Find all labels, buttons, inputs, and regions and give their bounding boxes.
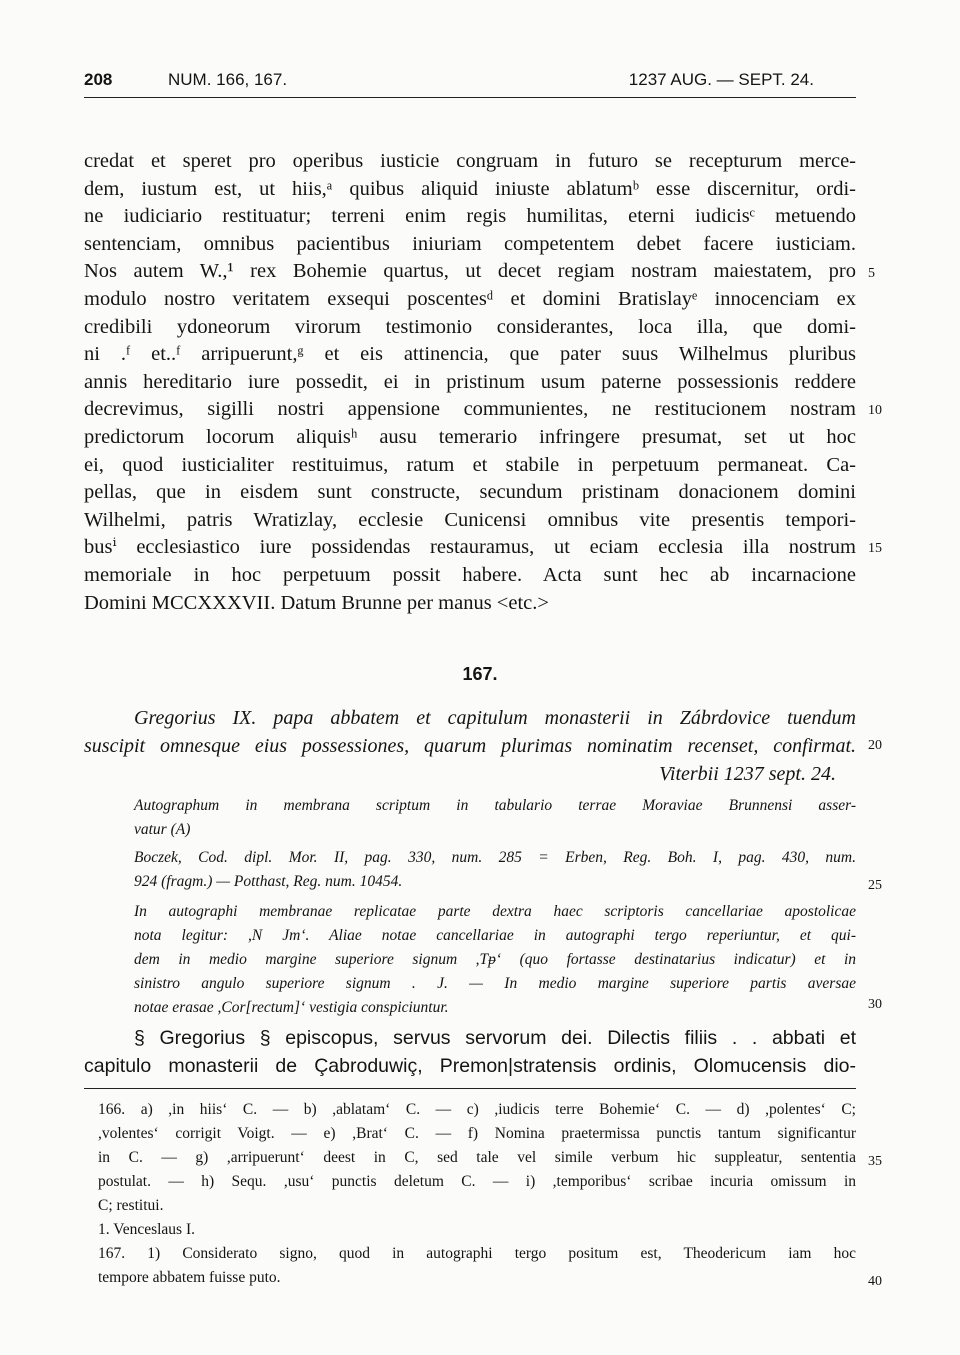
text-line: ei, quod iusticialiter restituimus, ratum et stabile in perpetuum permaneat. Ca-: [84, 453, 856, 476]
note-line: Boczek, Cod. dipl. Mor. II, pag. 330, num. 285 = Erben, Reg. Boh. I, pag. 430, num.: [134, 849, 856, 866]
text-line: credat et speret pro operibus iusticie congruam in futuro se recepturum merce-: [84, 150, 856, 172]
line-number: 35: [868, 1154, 882, 1169]
note-line: Autographum in membrana scriptum in tabulario terrae Moraviae Brunnensi asser-: [134, 797, 856, 814]
note-line: notae erasae ,Cor[rectum]‘ vestigia conspiciuntur.: [134, 999, 449, 1016]
line-number: 30: [868, 997, 882, 1012]
note-line: 924 (fragm.) — Potthast, Reg. num. 10454.: [134, 873, 403, 890]
line-number: 20: [868, 738, 882, 753]
note-line: dem in medio margine superiore signum ,Tᵽ‘ (quo fortasse destinatarius indicatur) et in: [134, 951, 856, 968]
note-line: vatur (A): [134, 821, 191, 838]
footnote-rule: [84, 1088, 856, 1089]
text-line: ne iudiciario restituatur; terreni enim regis humilitas, eterni iudicisᶜ metuendo: [84, 205, 856, 228]
text-line: memoriale in hoc perpetuum possit habere. Acta sunt hec ab incarnacione: [84, 563, 856, 586]
text-line: Nos autem W.,¹ rex Bohemie quartus, ut decet regiam nostram maiestatem, pro: [84, 260, 856, 283]
text-line: § Gregorius § episcopus, servus servorum dei. Dilectis filiis . . abbati et: [134, 1027, 856, 1049]
text-line: Wilhelmi, patris Wratizlay, ecclesie Cunicensi omnibus vite presentis tempori-: [84, 508, 856, 531]
date-range: 1237 AUG. — SEPT. 24.: [628, 70, 814, 89]
text-line: capitulo monasterii de Çabroduwiç, Premon|stratensis ordinis, Olomucensis dio-: [84, 1055, 856, 1077]
line-number: 25: [868, 878, 882, 893]
edition-notes: [134, 846, 856, 894]
text-line: predictorum locorum aliquisʰ ausu temerario infringere presumat, set ut hoc: [84, 425, 856, 448]
footnote-line: 167. 1) Considerato signo, quod in autographi tergo positum est, Theodericum iam hoc: [98, 1245, 856, 1262]
chancery-notes: [134, 900, 856, 1020]
note-line: sinistro angulo superiore signum . J. — In medio margine superiore partis aversae: [134, 975, 856, 992]
text-line: dem, iustum est, ut hiis,ᵃ quibus aliquid iniuste ablatumᵇ esse discernitur, ordi-: [84, 177, 856, 200]
source-notes: [134, 794, 856, 842]
document-167-text: [84, 1024, 856, 1080]
line-number: 15: [868, 541, 882, 556]
running-header: [84, 70, 856, 100]
footnote-line: tempore abbatem fuisse puto.: [98, 1269, 281, 1286]
line-number: 5: [868, 266, 875, 281]
text-line: annis hereditario iure possedit, ei in pristinum usum paterne possessionis reddere: [84, 370, 856, 393]
footnote-line: 1. Venceslaus I.: [98, 1221, 195, 1238]
footnote-line: postulat. — h) Sequ. ,usu‘ punctis deletum C. — i) ,temporibus‘ scribae incuria omissum in: [98, 1173, 856, 1190]
note-line: nota legitur: ,N Jm‘. Aliae notae cancellariae in autographi tergo reperiuntur, et qui-: [134, 927, 856, 944]
text-line: sentenciam, omnibus pacientibus iniuriam competentem debet facere iusticiam.: [84, 232, 856, 255]
line-number: 10: [868, 403, 882, 418]
text-line: decrevimus, sigilli nostri appensione communientes, ne restitucionem nostram: [84, 398, 856, 421]
footnotes: [98, 1098, 856, 1290]
text-line: Domini MCCXXXVII. Datum Brunne per manus <etc.>: [84, 591, 549, 614]
note-line: In autographi membranae replicatae parte dextra haec scriptoris cancellariae apostolicae: [134, 903, 856, 920]
footnote-line: 166. a) ,in hiis‘ C. — b) ,ablatam‘ C. — c) ,iudicis terre Bohemie‘ C. — d) ,polentes‘ C;: [98, 1101, 856, 1118]
footnote-line: in C. — g) ,arripuerunt‘ deest in C, sed tale vel simile verbum hic suppleatur, sententia: [98, 1149, 856, 1166]
regest: [84, 704, 856, 788]
document-numbers: NUM. 166, 167.: [168, 70, 288, 89]
footnote-line: ,volentes‘ corrigit Voigt. — e) ,Brat‘ C. — f) Nomina praetermissa punctis tantum significantur: [98, 1125, 856, 1142]
header-rule: [84, 97, 856, 98]
regest-line: suscipit omnesque eius possessiones, quarum plurimas nominatim recenset, confirmat.: [84, 735, 856, 757]
text-line: credibili ydoneorum virorum testimonio considerantes, loca illa, que domi-: [84, 315, 856, 338]
text-line: modulo nostro veritatem exsequi poscentesᵈ et domini Bratislayᵉ innocenciam ex: [84, 287, 856, 310]
document-166-text: [84, 148, 856, 617]
line-number: 40: [868, 1274, 882, 1289]
document-number: 167.: [462, 664, 498, 684]
page-number: 208: [84, 70, 113, 89]
footnote-line: C; restitui.: [98, 1197, 164, 1214]
regest-line: Gregorius IX. papa abbatem et capitulum monasterii in Zábrdovice tuendum: [134, 707, 856, 729]
text-line: busⁱ ecclesiastico iure possidendas restauramus, ut eciam ecclesia illa nostrum: [84, 536, 856, 559]
regest-place-date: Viterbii 1237 sept. 24.: [659, 763, 836, 785]
text-line: ni .ᶠ et..ᶠ arripuerunt,ᵍ et eis attinencia, que pater suus Wilhelmus pluribus: [84, 343, 856, 366]
text-line: pellas, que in eisdem sunt constructe, secundum pristinam donacionem domini: [84, 481, 856, 504]
